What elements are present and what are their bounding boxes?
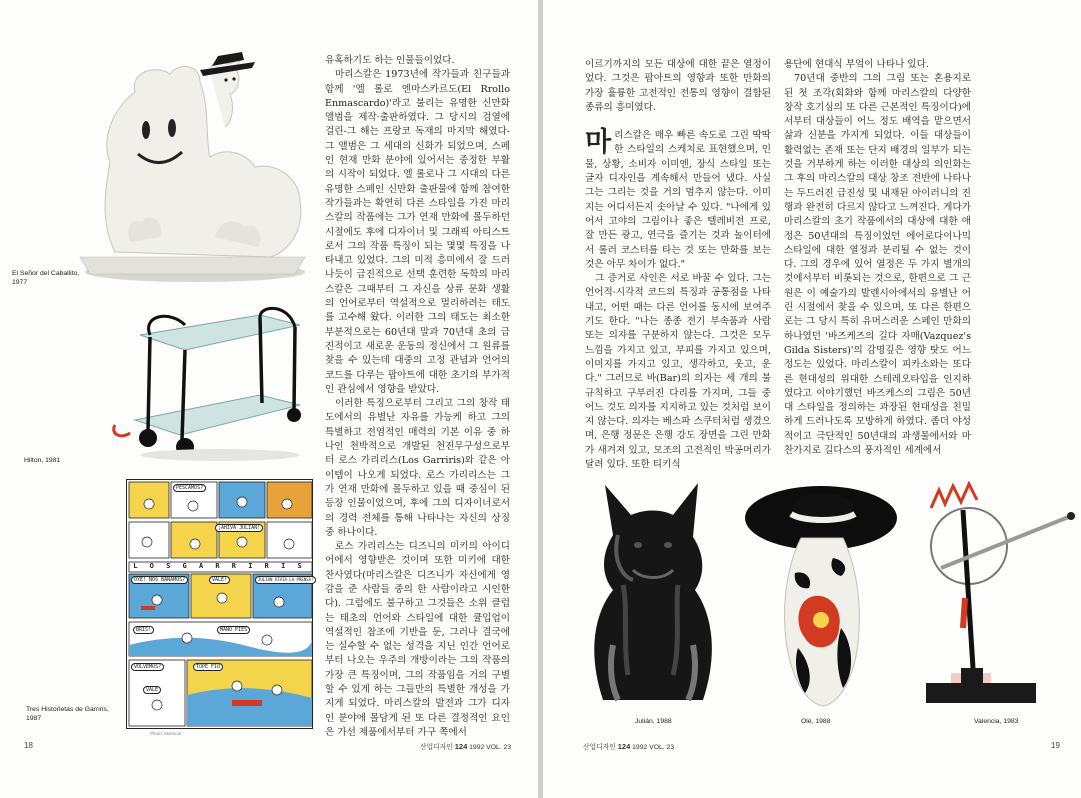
julian-sculpture-photo <box>583 475 723 715</box>
body-paragraph: 용단에 현대식 부엌이 나타나 있다. <box>784 59 929 70</box>
comic-bubble: TOPE FIO <box>193 663 223 671</box>
comic-bubble: MANO PIES <box>217 626 250 634</box>
running-year: 1992 <box>632 744 648 751</box>
caption-julian: Julián, 1988 <box>635 718 672 725</box>
hilton-trolley-photo <box>110 295 310 465</box>
running-brand: 산업디자인 <box>420 744 453 751</box>
left-body-column <box>325 54 510 740</box>
folio-right: 19 <box>1051 741 1060 750</box>
right-page <box>543 0 1081 798</box>
caption-ole: Olé, 1988 <box>801 718 831 725</box>
dropcap: 마 <box>585 127 612 159</box>
comic-bubble: BRIS! <box>133 626 154 634</box>
comic-bubble: VOLVEMOS? <box>131 663 164 671</box>
running-issue: 124 <box>617 742 631 751</box>
body-text: 리스칼은 매우 빠른 속도로 그린 딱딱한 스타일의 스케치로 표현했으며, 인물, 상황, 소비자 이미엔, 장식 스타일 또는 글자 디자인을 계속해서 만들어 냈다. 사실 그는 그리는 것을 거의 멈추지 않는다. 이미지는 어디서든지 솟아날 수 있다. "나에게 있어서 고야의 그림이나 좋은 텔레비전 프로, 잘 만든 광고, 연극을 즐기는 것과 놀이터에서 롤러 코스터를 타는 것 또는 만화를 보는 것은 아무 차이가 없다." <box>585 130 771 270</box>
body-paragraph: 마리스칼은 1973년에 작가들과 친구들과 함께 '엘 롤로 엔마스카르도(El Rrollo Enmascardo)'라고 불리는 유명한 신만화 앨범을 제작·출판하였다. 그 당시의 검열에 걸린-그 해는 프랑코 독재의 마지막 해였다-그 앨범은 그 세대의 신화가 되었으며, 스페인 현재 만화 분야에 있어서는 중정한 부활의 시작이 되었다. 엘 롤로나 그 시대의 다른 유명한 스페인 신만화 출판물에 함께 참여한 작가들과는 확연히 다른 스타일을 가진 마리스칼의 작품에는 그가 연재 만화에 몰두하던 시절에도 후에 디자이너 및 그래픽 아티스트로서 그의 작품 특징이 되는 몇몇 특징을 나타내고 있었다. 그의 미적 흥미에서 잘 드러나듯이 급진적으로 선택 훈련한 독학의 마리스칼은 그때부터 그 자신을 상류 문화 생활의 언어로부터 역설적으로 멀리하려는 태도를 고수해 왔다. 이러한 그의 태도는 최소한 부분적으로는 60년대 말과 70년대 초의 급진적이고 새로운 운동의 정신에서 그 원류를 찾을 수 있는데 대중의 고정 관념과 언어의 코드를 다루는 팝아트에 대한 초기의 부가적인 관심에서 영향을 받았다. <box>325 69 510 395</box>
running-issue: 124 <box>454 742 468 751</box>
running-brand: 산업디자인 <box>583 744 616 751</box>
caption-garriris: Tres Historietas de Garriris, 1987 <box>26 706 109 722</box>
running-year: 1992 <box>469 744 485 751</box>
body-paragraph: 이르기까지의 모든 대상에 대한 끝은 열정이었다. 그것은 팝아트의 영향과 또한 만화의 가장 훌륭한 고전적인 전통의 영향이 결합된 종류의 흥미였다. <box>585 59 771 113</box>
comic-bubble: VALE! <box>209 576 230 584</box>
right-body-column-2 <box>784 58 971 458</box>
ole-vase-photo <box>743 478 903 713</box>
comic-bubble: PESCAMOS? <box>173 484 206 492</box>
caption-caballito: El Señor del Caballito, 1977 <box>12 270 80 286</box>
running-footer-left <box>420 741 511 751</box>
comic-bubble: JULIAN VIVIA LA PRENSA! <box>255 576 316 584</box>
right-body-column-1 <box>585 58 771 472</box>
comic-title: L O S G A R R I R I S <box>133 562 306 570</box>
running-vol: VOL. 23 <box>486 744 512 751</box>
body-paragraph: 70년대 중반의 그의 그림 또는 혼용지로 된 첫 조각(회화와 함께 마리스칼의 다양한 창작 호기심의 또 다른 근본적인 특징이다)에서부터 대상들이 어느 정도 배역을 맡으면서 삶과 신분을 가지게 되었다. 이들 대상들이 활력없는 존재 또는 단지 배경의 일부가 되는 것을 거부하게 하는 이러한 대상의 의인화는 그 후의 마리스칼의 대상 창조 전반에 나타나는 두드러진 급진성 및 내재된 아이러니의 진행과 완전히 다르지 않다고 느껴진다. 게다가 마리스칼의 초기 작품에서의 대상에 대한 애정은 50년대의 특징이었던 에어로다이나믹 스타일에 대한 열정과 분리될 수 없는 것이다. 그의 경우에 있어 열정은 두 가지 별개의 것에서부터 비롯되는 것으로, 한편으로 그 근원은 이 예술가의 발렌시아에서의 유별난 어린 시절에서 찾을 수 있으며, 또 다른 한편으로는 그 당시 특히 유머스러운 스페인 만화의 하나였던 '바즈케즈의 길다 자매(Vazquez's Gilda Sisters)'의 감명깊은 영향 탓도 어느 정도는 있었다. 마리스칼이 피카소와는 또다른 현대성의 위대한 스테레오타입을 인지하였다고 이야기했던 바즈케스의 그림은 50년대 스타일을 정의하는 과장된 현대성을 친밀하게 드러나도록 모방하게 하였다. 좀더 야성적이고 극단적인 50년대의 과생물에서와 마찬가지로 길다스의 풍자적인 세계에서 <box>784 73 971 457</box>
garriris-comic <box>126 479 313 729</box>
body-paragraph: 로스 가리리스는 디즈니의 미키의 아이디어에서 영향받은 것이며 또한 미키에 대한 찬사였다(마리스칼은 디즈니가 자신에게 영감을 준 사람들 중의 한 사람이라고 시인한다). 그럼에도 불구하고 그것들은 소위 클럽는 태초의 언어와 스타일에 대한 큘입업이 역설적인 참조에 기반을 둔, 그러나 결국에는 실수할 수 없는 성격을 지닌 인간 언어로부터 나오는 우주의 개방이라는 그의 작품의 가장 큰 특징이며, 그의 작품임을 거의 구별할 수 있게 하는 그들만의 특별한 개성을 가지게 되었다. 마리스칼의 발전과 그가 디자인 분야에 몰담게 된 또 다른 결정적인 요인은 가선 제품에서부터 가구 쪽에서 <box>325 541 510 738</box>
running-footer-right <box>583 741 674 751</box>
left-page <box>0 0 538 798</box>
body-paragraph: 그 증거로 사인은 서로 바꿀 수 있다. 그는 언어적·시각적 코드의 특징과 공통점을 나타내고, 어떤 때는 다른 언어를 동시에 보여주기도 한다. "나는 종종 전기 부속품과 사람 또는 의자를 구분하지 않는다. 그것은 모두 느낌을 가지고 있고, 부피를 가지고 있으며, 이미지를 가지고 있고, 생각하고, 웃고, 운다." 그러므로 바(Bar)의 의자는 세 개의 불규칙하고 구부러진 다리를 가지며, 그들 중 어느 것도 의자를 지지하고 있는 것처럼 보이지 않는다. 의자는 베스파 스쿠터처럼 생겼으며, 은행 정문은 은행 강도 장면을 그린 만화가 새겨져 있고, 모조의 고전적인 박공머리가 달려 있다. 또한 티키식 <box>585 273 771 471</box>
caption-hilton: Hilton, 1981 <box>24 457 61 464</box>
folio-left: 18 <box>24 741 33 750</box>
comic-bubble: OYE! NOS BAÑAMOS? <box>131 576 188 584</box>
comic-bubble: ¡AHIVA JULIAN! <box>215 524 263 532</box>
valencia-lamp-photo <box>921 478 1081 714</box>
photo-credit: Photo: Mariscal <box>150 731 182 736</box>
comic-bubble: VALE <box>143 686 161 694</box>
dropcap-paragraph <box>585 129 771 272</box>
body-paragraph: 이러한 특징으로부터 그리고 그의 창작 태도에서의 유별난 자유를 가능케 하고 그의 특별하고 전염적인 매력의 기본 이유 중 하나인 천박적으로 개발된 천진무구성으로부터 로스 가리리스(Los Garriris)와 같은 아이템이 나오게 되었다. 로스 가리리스는 그가 연재 만화에 몰두하고 있을 때 중심이 된 등장 인물이었으며, 후에 그의 디자이너로서의 경력 전체를 통해 나타나는 자신의 상징 중 하나이다. <box>325 398 510 538</box>
caballito-sculpture-photo <box>60 52 322 284</box>
body-paragraph: 유혹하기도 하는 인물들이었다. <box>325 55 455 66</box>
running-vol: VOL. 23 <box>649 744 675 751</box>
caption-valencia: Valencia, 1983 <box>974 718 1019 725</box>
